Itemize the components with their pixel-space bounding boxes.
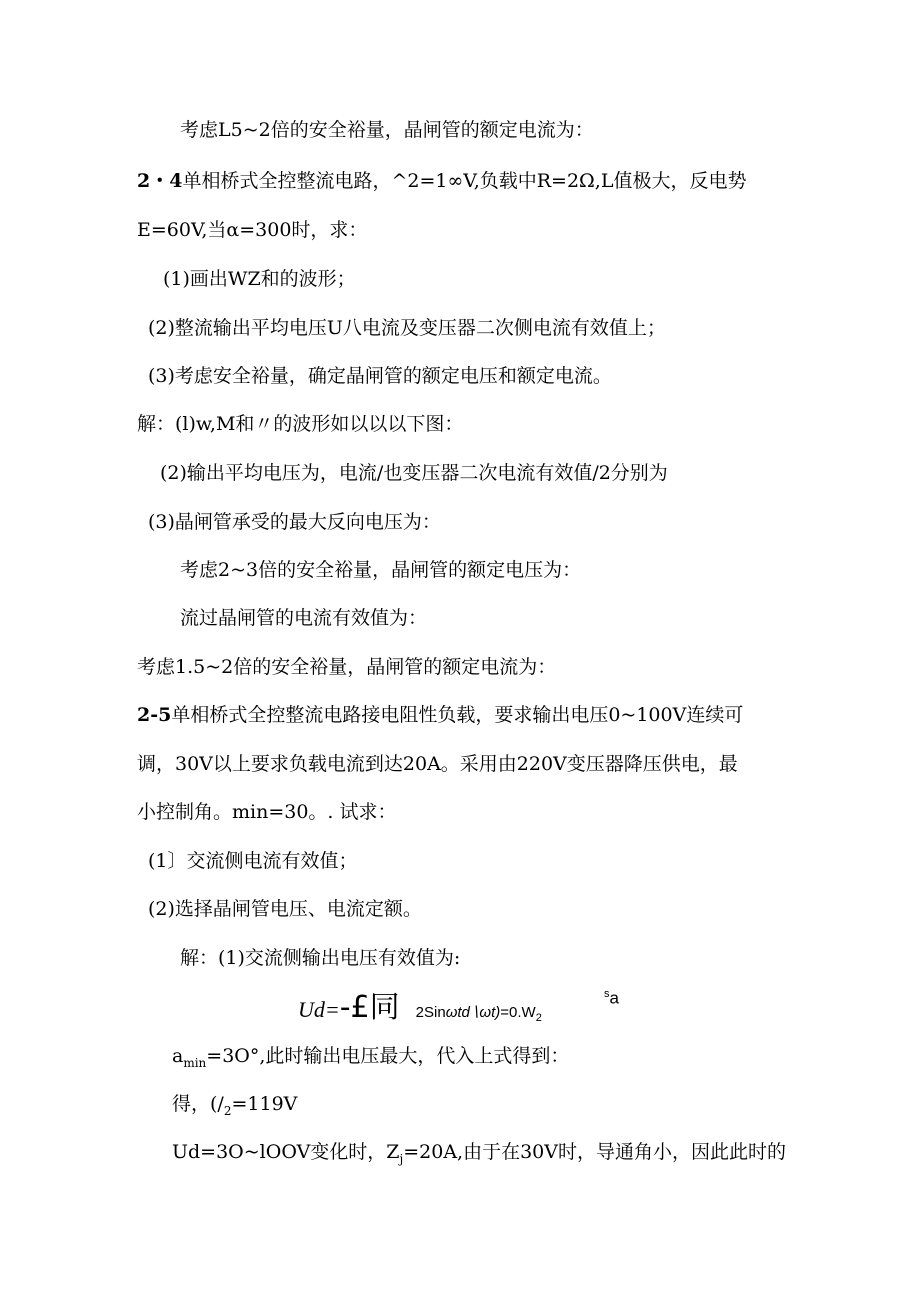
formula-result-sub: 2: [535, 1012, 542, 1025]
text-line-19-rest: =3O°,此时输出电压最大，代入上式得到：: [206, 1045, 570, 1067]
text-line-21: [172, 1140, 786, 1171]
text-line-12: 考虑1.5~2倍的安全裕量，晶闸管的额定电流为：: [137, 656, 557, 678]
formula-ud: [298, 982, 542, 1025]
text-line-16: (1〕交流侧电流有效值；: [148, 850, 358, 872]
formula-integral-glyph: -£同: [339, 990, 400, 1025]
text-line-21-a: Ud=3O~lOOV变化时，Z: [172, 1141, 400, 1163]
text-line-20: [172, 1092, 297, 1123]
problem-text-2-5: 单相桥式全控整流电路接电阻性负载，要求输出电压0~100V连续可: [171, 704, 744, 726]
alpha-symbol: a: [172, 1045, 184, 1067]
text-line-20-b: =119V: [231, 1093, 298, 1115]
problem-number-2-4: 2・4: [137, 170, 183, 192]
formula-tail: [604, 988, 619, 1009]
text-line-9: (3)晶闸管承受的最大反向电压为：: [148, 511, 441, 533]
problem-text-2-4: 单相桥式全控整流电路，^2=1∞V,负载中R=2Ω,L值极大，反电势: [182, 170, 747, 192]
text-line-11: 流过晶闸管的电流有效值为：: [180, 607, 428, 629]
text-line-15: 小控制角。min=30。. 试求：: [137, 801, 397, 823]
text-line-14: 调，30V以上要求负载电流到达20A。采用由220V变压器降压供电，最: [137, 753, 738, 775]
text-line-10: 考虑2~3倍的安全裕量，晶闸管的额定电压为：: [180, 559, 582, 581]
alpha-sub: min: [183, 1055, 207, 1070]
text-line-19: [172, 1044, 569, 1075]
text-line-17: (2)选择晶闸管电压、电流定额。: [148, 898, 422, 920]
formula-result: =0.W: [500, 1004, 536, 1021]
formula-sin: 2Sin: [415, 1004, 446, 1021]
text-line-20-sub: 2: [223, 1103, 232, 1118]
text-line-21-b: =20A,由于在30V时，导通角小，因此此时的: [403, 1141, 786, 1163]
text-line-4: (1)画出WZ和的波形；: [163, 268, 356, 290]
text-line-1: 考虑L5~2倍的安全裕量，晶闸管的额定电流为：: [180, 119, 594, 141]
formula-lhs: Ud=: [298, 997, 340, 1022]
text-line-20-a: 得，(/: [172, 1093, 224, 1115]
text-line-6: (3)考虑安全裕量，确定晶闸管的额定电压和额定电流。: [148, 365, 612, 387]
problem-number-2-5: 2-5: [137, 704, 172, 726]
formula-omega: ωtd∖ωt): [445, 1004, 501, 1021]
text-line-3: E=60V,当α=300时，求：: [137, 219, 368, 241]
text-line-21-sub: j: [399, 1151, 404, 1166]
text-line-13: [137, 703, 743, 727]
text-line-2: [137, 169, 746, 193]
text-line-5: (2)整流输出平均电压U八电流及变压器二次侧电流有效值上；: [148, 317, 666, 339]
text-line-8: (2)输出平均电压为，电流/也变压器二次电流有效值/2分别为: [160, 462, 668, 484]
text-line-18: 解：(1)交流侧输出电压有效值为:: [180, 947, 461, 969]
formula-tail-a: a: [609, 988, 619, 1008]
text-line-7: 解：(l)w,M和〃的波形如以以以下图：: [137, 413, 464, 435]
formula-tail-sup: s: [604, 988, 610, 1000]
